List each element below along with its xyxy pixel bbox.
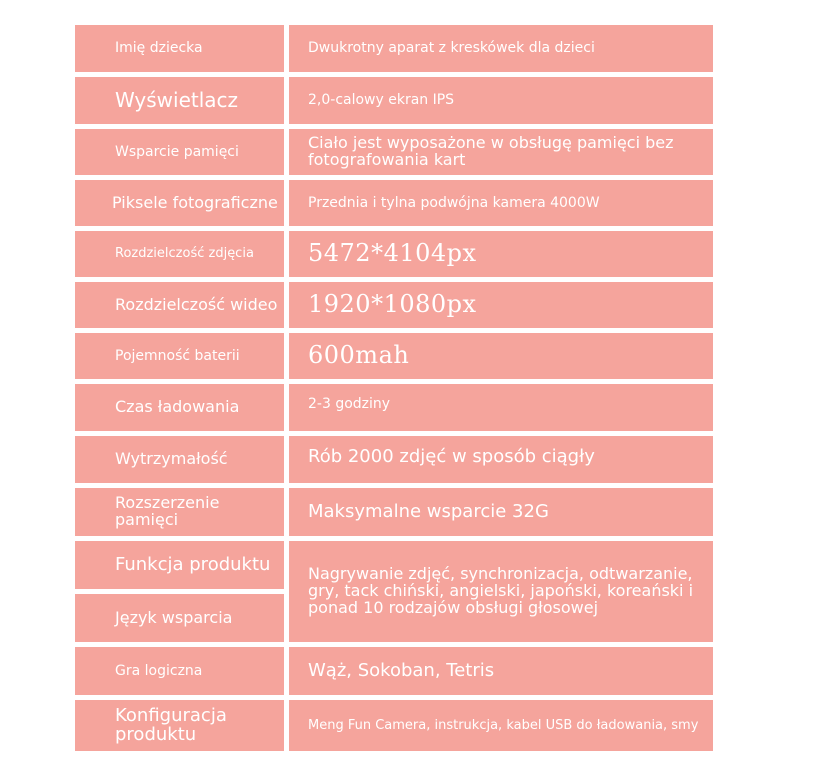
spec-label: Wsparcie pamięci xyxy=(115,143,239,160)
spec-label-cell xyxy=(75,647,284,695)
spec-label: Imię dziecka xyxy=(115,40,203,57)
spec-label: Wytrzymałość xyxy=(115,449,228,469)
spec-label: Wyświetlacz xyxy=(115,88,239,112)
spec-value-cell xyxy=(289,129,713,175)
spec-value-cell xyxy=(289,700,713,751)
spec-label: Rozdzielczość wideo xyxy=(115,294,278,314)
spec-value-cell xyxy=(289,436,713,483)
spec-label-cell xyxy=(75,180,284,226)
spec-value-cell xyxy=(289,333,713,379)
spec-label: Pojemność baterii xyxy=(115,347,240,364)
spec-value: Maksymalne wsparcie 32G xyxy=(308,500,549,522)
spec-value: Ciało jest wyposażone w obsługę pamięci bez fotografowania kart xyxy=(308,133,674,169)
spec-label: Piksele fotograficzne xyxy=(112,192,278,212)
spec-label: Czas ładowania xyxy=(115,397,240,417)
spec-value-cell xyxy=(289,647,713,695)
spec-value: 600mah xyxy=(308,341,410,370)
spec-label: Rozszerzenie pamięci xyxy=(115,493,220,529)
spec-label: Rozdzielczość zdjęcia xyxy=(115,246,254,262)
spec-value: Przednia i tylna podwójna kamera 4000W xyxy=(308,194,600,211)
spec-value-cell xyxy=(289,541,713,642)
spec-value: 5472*4104px xyxy=(308,239,477,268)
spec-value-cell xyxy=(289,25,713,72)
spec-label: Funkcja produktu xyxy=(115,553,271,575)
spec-value-cell xyxy=(289,488,713,536)
spec-label-cell xyxy=(75,436,284,483)
spec-value: Rób 2000 zdjęć w sposób ciągły xyxy=(308,446,595,467)
spec-value: Dwukrotny aparat z kreskówek dla dzieci xyxy=(308,40,595,57)
spec-label-cell xyxy=(75,384,284,431)
spec-label-cell xyxy=(75,282,284,328)
spec-value: Nagrywanie zdjęć, synchronizacja, odtwarzanie, gry, tack chiński, angielski, japoński, koreański i ponad 10 rodzajów obsługi głosowej xyxy=(308,564,694,617)
spec-value: 2-3 godziny xyxy=(308,396,391,412)
spec-value: Wąż, Sokoban, Tetris xyxy=(308,659,495,681)
spec-label: Język wsparcia xyxy=(115,607,233,627)
spec-value-cell xyxy=(289,231,713,277)
spec-label: Gra logiczna xyxy=(115,662,203,679)
spec-value: Meng Fun Camera, instrukcja, kabel USB do ładowania, smy xyxy=(308,717,699,733)
spec-value-cell xyxy=(289,180,713,226)
spec-value: 1920*1080px xyxy=(308,290,477,319)
spec-label-cell xyxy=(75,541,284,589)
spec-value-cell xyxy=(289,77,713,124)
spec-value-cell xyxy=(289,384,713,431)
spec-label: Konfiguracja produktu xyxy=(115,704,227,745)
spec-value: 2,0-calowy ekran IPS xyxy=(308,92,455,109)
spec-label-cell xyxy=(75,594,284,642)
spec-value-cell xyxy=(289,282,713,328)
spec-table xyxy=(75,25,713,751)
spec-label-cell xyxy=(75,231,284,277)
spec-label-cell xyxy=(75,333,284,379)
spec-label-cell xyxy=(75,700,284,751)
spec-label-cell xyxy=(75,488,284,536)
spec-label-cell xyxy=(75,25,284,72)
spec-label-cell xyxy=(75,129,284,175)
spec-label-cell xyxy=(75,77,284,124)
